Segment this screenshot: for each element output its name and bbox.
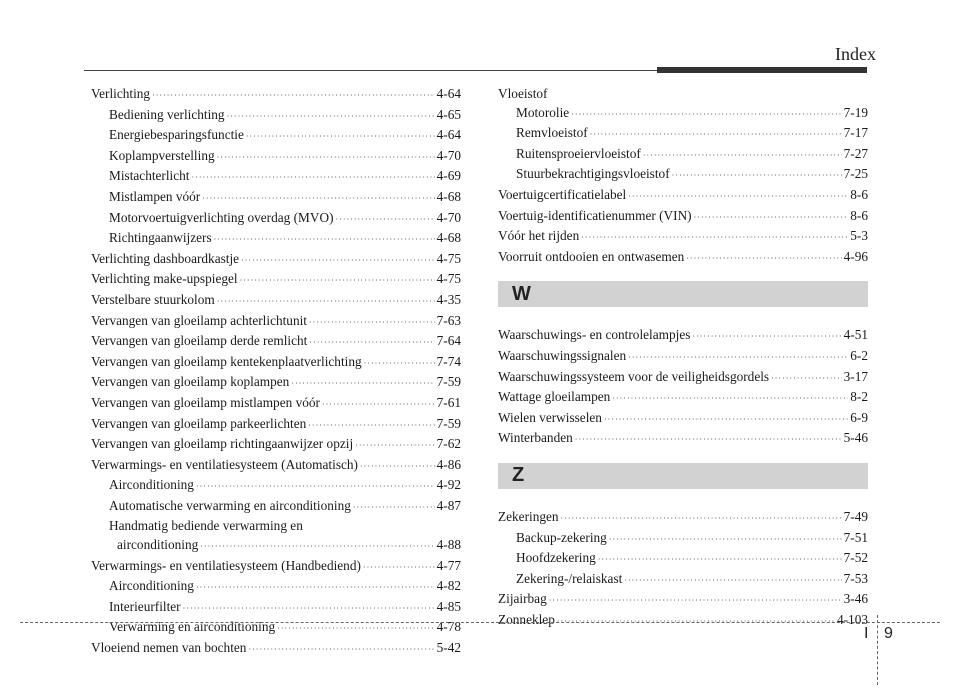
index-entry[interactable] bbox=[91, 373, 461, 394]
index-entry-label: Waarschuwingssignalen bbox=[498, 347, 627, 363]
index-entry-label: Koplampverstelling bbox=[109, 147, 215, 163]
index-entry-page: 4-78 bbox=[436, 619, 461, 635]
index-entry-page: 6-9 bbox=[850, 409, 868, 425]
index-entry-label: Vervangen van gloeilamp koplampen bbox=[91, 374, 290, 390]
dot-leader bbox=[196, 478, 435, 497]
index-entry[interactable] bbox=[498, 207, 868, 228]
index-entry[interactable] bbox=[91, 577, 461, 598]
index-entry-label: Remvloeistof bbox=[516, 125, 588, 141]
index-entry-page: 5-46 bbox=[843, 430, 868, 446]
index-entry-label: Ruitensproeiervloeistof bbox=[516, 145, 641, 161]
section-marker: I bbox=[864, 625, 869, 642]
index-entry[interactable] bbox=[91, 598, 461, 619]
index-entry[interactable] bbox=[91, 188, 461, 209]
index-entry-page: 4-77 bbox=[436, 557, 461, 573]
index-section-w bbox=[498, 326, 868, 450]
dot-leader bbox=[202, 190, 434, 209]
right-column bbox=[498, 85, 868, 631]
index-entry[interactable] bbox=[498, 124, 868, 145]
letter-heading-z: Z bbox=[512, 464, 525, 487]
index-entry[interactable] bbox=[91, 456, 461, 477]
index-entry[interactable] bbox=[498, 248, 868, 269]
index-entry-page: 4-75 bbox=[436, 271, 461, 287]
index-entry-label: airconditioning bbox=[117, 537, 199, 553]
index-entry-page: 4-88 bbox=[436, 537, 461, 553]
index-entry[interactable] bbox=[498, 388, 868, 409]
index-entry-page: 4-69 bbox=[436, 168, 461, 184]
index-entry[interactable] bbox=[91, 85, 461, 106]
index-entry-label: Richtingaanwijzers bbox=[109, 230, 212, 246]
index-entry-page: 4-87 bbox=[436, 497, 461, 513]
index-entry[interactable] bbox=[91, 229, 461, 250]
dot-leader bbox=[360, 458, 435, 477]
page-number: 9 bbox=[884, 625, 893, 642]
index-entry-page: 4-75 bbox=[436, 250, 461, 266]
index-entry[interactable] bbox=[498, 104, 868, 125]
index-entry[interactable] bbox=[91, 353, 461, 374]
index-entry[interactable] bbox=[91, 435, 461, 456]
index-entry-label: Waarschuwings- en controlelampjes bbox=[498, 327, 691, 343]
index-entry[interactable] bbox=[498, 368, 868, 389]
index-entry-page: 4-86 bbox=[436, 456, 461, 472]
index-entry-page: 7-51 bbox=[843, 529, 868, 545]
index-entry-label: Interieurfilter bbox=[109, 598, 181, 614]
index-entry-page: 4-64 bbox=[436, 127, 461, 143]
dot-leader bbox=[308, 417, 434, 436]
index-entry-label: Verwarmings- en ventilatiesysteem (Automatisch) bbox=[91, 456, 358, 472]
index-entry-page: 4-65 bbox=[436, 106, 461, 122]
dot-leader bbox=[771, 370, 842, 389]
index-entry[interactable] bbox=[91, 639, 461, 660]
dot-leader bbox=[590, 126, 842, 145]
index-entry-page: 8-6 bbox=[850, 186, 868, 202]
footer-rule bbox=[20, 622, 940, 623]
index-entry-label: Backup-zekering bbox=[516, 529, 607, 545]
index-entry-label: Vervangen van gloeilamp richtingaanwijzer opzij bbox=[91, 436, 354, 452]
index-entry-page: 4-92 bbox=[436, 477, 461, 493]
index-entry-page: 7-74 bbox=[436, 353, 461, 369]
index-entry[interactable] bbox=[498, 529, 868, 550]
index-entry-label: Verlichting bbox=[91, 86, 151, 101]
index-entry-page: 7-59 bbox=[436, 374, 461, 390]
index-entry-label: Voorruit ontdooien en ontwasemen bbox=[498, 248, 685, 264]
index-entry[interactable] bbox=[91, 270, 461, 291]
index-entry-page: 7-59 bbox=[436, 415, 461, 431]
index-entry-page: 4-51 bbox=[843, 327, 868, 343]
index-entry-page: 7-17 bbox=[843, 125, 868, 141]
dot-leader bbox=[309, 314, 435, 333]
index-entry-label: Vervangen van gloeilamp mistlampen vóór bbox=[91, 394, 320, 410]
index-entry-page: 7-63 bbox=[436, 312, 461, 328]
index-entry-label: Zekering-/relaiskast bbox=[516, 570, 623, 586]
index-entry-label: Stuurbekrachtigingsvloeistof bbox=[516, 166, 670, 182]
index-entry-label: Zekeringen bbox=[498, 508, 559, 524]
index-entry[interactable] bbox=[498, 590, 868, 611]
index-entry[interactable] bbox=[91, 126, 461, 147]
dot-leader bbox=[571, 106, 841, 125]
dot-leader bbox=[355, 437, 434, 456]
index-entry[interactable] bbox=[91, 167, 461, 188]
index-entry[interactable] bbox=[498, 165, 868, 186]
index-entry[interactable] bbox=[498, 549, 868, 570]
dot-leader bbox=[624, 572, 841, 591]
index-entry-page: 7-61 bbox=[436, 394, 461, 410]
index-entry-label: Voertuigcertificatielabel bbox=[498, 186, 627, 202]
index-entry-label: Vervangen van gloeilamp parkeerlichten bbox=[91, 415, 307, 431]
index-section-z bbox=[498, 508, 868, 632]
dot-leader bbox=[227, 108, 435, 127]
index-entry-page: 7-64 bbox=[436, 333, 461, 349]
dot-leader bbox=[581, 229, 848, 248]
index-entry-label: Zonneklep bbox=[498, 611, 555, 627]
index-entry-label: Zijairbag bbox=[498, 591, 547, 607]
letter-divider-w bbox=[498, 281, 868, 307]
dot-leader bbox=[353, 499, 435, 518]
dot-leader bbox=[246, 128, 435, 147]
dot-leader bbox=[598, 551, 842, 570]
dot-leader bbox=[643, 147, 842, 166]
index-entry-page: 5-3 bbox=[850, 228, 868, 244]
index-entry-label: Vóór het rijden bbox=[498, 228, 580, 244]
dot-leader bbox=[322, 396, 435, 415]
index-entry-page: 3-17 bbox=[843, 368, 868, 384]
index-entry-page: 7-19 bbox=[843, 104, 868, 120]
dot-leader bbox=[291, 375, 434, 394]
dot-leader bbox=[694, 209, 849, 228]
index-entry-label: Motorvoertuigverlichting overdag (MVO) bbox=[109, 209, 334, 225]
dot-leader bbox=[309, 334, 434, 353]
index-entry-label: Verwarmings- en ventilatiesysteem (Handbediend) bbox=[91, 557, 361, 573]
index-entry[interactable] bbox=[498, 347, 868, 368]
index-entry-label: Vervangen van gloeilamp achterlichtunit bbox=[91, 312, 307, 328]
dot-leader bbox=[686, 250, 841, 269]
index-entry-page: 4-35 bbox=[436, 291, 461, 307]
index-entry-label: Airconditioning bbox=[109, 477, 194, 493]
header-accent-bar bbox=[657, 67, 867, 73]
index-entry-label: Verwarming en airconditioning bbox=[109, 619, 276, 635]
dot-leader bbox=[628, 349, 848, 368]
index-entry-page: 7-27 bbox=[843, 145, 868, 161]
dot-leader bbox=[561, 510, 842, 529]
dot-leader bbox=[183, 600, 435, 619]
index-entry-page: 5-42 bbox=[436, 640, 461, 656]
index-heading: Vloeistof bbox=[498, 86, 548, 101]
letter-heading-w: W bbox=[512, 282, 531, 305]
dot-leader bbox=[336, 211, 435, 230]
index-entry[interactable] bbox=[91, 394, 461, 415]
index-entry-label: Verstelbare stuurkolom bbox=[91, 291, 215, 307]
index-entry-label: Mistachterlicht bbox=[109, 168, 190, 184]
dot-leader bbox=[240, 272, 435, 291]
index-entry[interactable] bbox=[498, 145, 868, 166]
index-entry-label: Vervangen van gloeilamp derde remlicht bbox=[91, 333, 308, 349]
index-entry[interactable] bbox=[91, 291, 461, 312]
index-entry[interactable] bbox=[91, 332, 461, 353]
index-entry-label: Winterbanden bbox=[498, 430, 573, 446]
index-entry-label: Energiebesparingsfunctie bbox=[109, 127, 244, 143]
index-entry-page: 4-82 bbox=[436, 578, 461, 594]
index-entry-label: Vervangen van gloeilamp kentekenplaatverlichting bbox=[91, 353, 362, 369]
dot-leader bbox=[628, 188, 848, 207]
index-entry-page: 6-2 bbox=[850, 347, 868, 363]
index-entry-page: 4-85 bbox=[436, 598, 461, 614]
index-entry-page: 8-2 bbox=[850, 389, 868, 405]
index-section-v bbox=[498, 85, 868, 268]
index-entry[interactable] bbox=[498, 409, 868, 430]
dot-leader bbox=[152, 87, 435, 106]
index-entry-label: Mistlampen vóór bbox=[109, 188, 201, 204]
dot-leader bbox=[609, 531, 842, 550]
index-entry[interactable] bbox=[498, 326, 868, 347]
index-entry-page: 8-6 bbox=[850, 207, 868, 223]
dot-leader bbox=[692, 328, 841, 347]
index-entry-label: Wielen verwisselen bbox=[498, 409, 602, 425]
index-entry[interactable] bbox=[91, 536, 461, 557]
index-entry-label: Waarschuwingssysteem voor de veiligheidsgordels bbox=[498, 368, 770, 384]
index-entry-label: Bediening verlichting bbox=[109, 106, 225, 122]
dot-leader bbox=[575, 431, 842, 450]
index-entry-page: 4-103 bbox=[836, 611, 868, 627]
dot-leader bbox=[192, 169, 435, 188]
dot-leader bbox=[277, 620, 434, 639]
index-entry-page: 7-25 bbox=[843, 166, 868, 182]
index-entry-label: Vloeiend nemen van bochten bbox=[91, 640, 247, 656]
index-entry-page: 4-96 bbox=[843, 248, 868, 264]
index-entry-page: 4-70 bbox=[436, 147, 461, 163]
page-title: Index bbox=[835, 44, 876, 64]
index-entry-page: 4-68 bbox=[436, 230, 461, 246]
left-column bbox=[91, 85, 461, 660]
index-entry[interactable] bbox=[91, 209, 461, 230]
index-entry-page: 7-62 bbox=[436, 436, 461, 452]
index-entry[interactable] bbox=[91, 106, 461, 127]
index-entry-page: 4-70 bbox=[436, 209, 461, 225]
index-entry-label: Automatische verwarming en airconditioning bbox=[109, 497, 351, 513]
dot-leader bbox=[214, 231, 435, 250]
index-heading: Handmatig bediende verwarming en bbox=[109, 518, 303, 534]
index-entry[interactable] bbox=[91, 250, 461, 271]
index-entry[interactable] bbox=[91, 557, 461, 578]
index-entry-page: 7-53 bbox=[843, 570, 868, 586]
dot-leader bbox=[241, 252, 435, 271]
index-entry[interactable] bbox=[91, 415, 461, 436]
index-entry-page: 4-68 bbox=[436, 188, 461, 204]
dot-leader bbox=[248, 641, 434, 660]
index-entry-label: Verlichting make-upspiegel bbox=[91, 271, 238, 287]
letter-divider-z bbox=[498, 463, 868, 489]
index-entry-label: Hoofdzekering bbox=[516, 550, 596, 566]
dot-leader bbox=[200, 538, 434, 557]
index-entry[interactable] bbox=[91, 476, 461, 497]
dot-leader bbox=[217, 293, 435, 312]
dot-leader bbox=[612, 390, 848, 409]
index-entry-label: Wattage gloeilampen bbox=[498, 389, 611, 405]
dot-leader bbox=[196, 579, 435, 598]
dot-leader bbox=[363, 559, 435, 578]
index-entry[interactable] bbox=[91, 312, 461, 333]
dot-leader bbox=[217, 149, 435, 168]
index-entry-label: Voertuig-identificatienummer (VIN) bbox=[498, 207, 692, 223]
index-entry-page: 3-46 bbox=[843, 591, 868, 607]
index-entry[interactable] bbox=[91, 147, 461, 168]
dot-leader bbox=[604, 411, 848, 430]
dot-leader bbox=[549, 592, 842, 611]
index-entry[interactable] bbox=[498, 227, 868, 248]
index-entry[interactable] bbox=[498, 429, 868, 450]
index-entry-label: Motorolie bbox=[516, 104, 570, 120]
index-entry[interactable] bbox=[91, 497, 461, 518]
index-entry[interactable] bbox=[498, 186, 868, 207]
dot-leader bbox=[364, 355, 435, 374]
dot-leader bbox=[672, 167, 842, 186]
index-entry[interactable] bbox=[498, 508, 868, 529]
index-entry-page: 4-64 bbox=[436, 86, 461, 101]
index-entry-label: Verlichting dashboardkastje bbox=[91, 250, 240, 266]
index-entry-page: 7-49 bbox=[843, 508, 868, 524]
index-entry-page: 7-52 bbox=[843, 550, 868, 566]
index-entry-label: Airconditioning bbox=[109, 578, 194, 594]
index-entry[interactable] bbox=[498, 570, 868, 591]
footer-divider bbox=[877, 615, 878, 685]
